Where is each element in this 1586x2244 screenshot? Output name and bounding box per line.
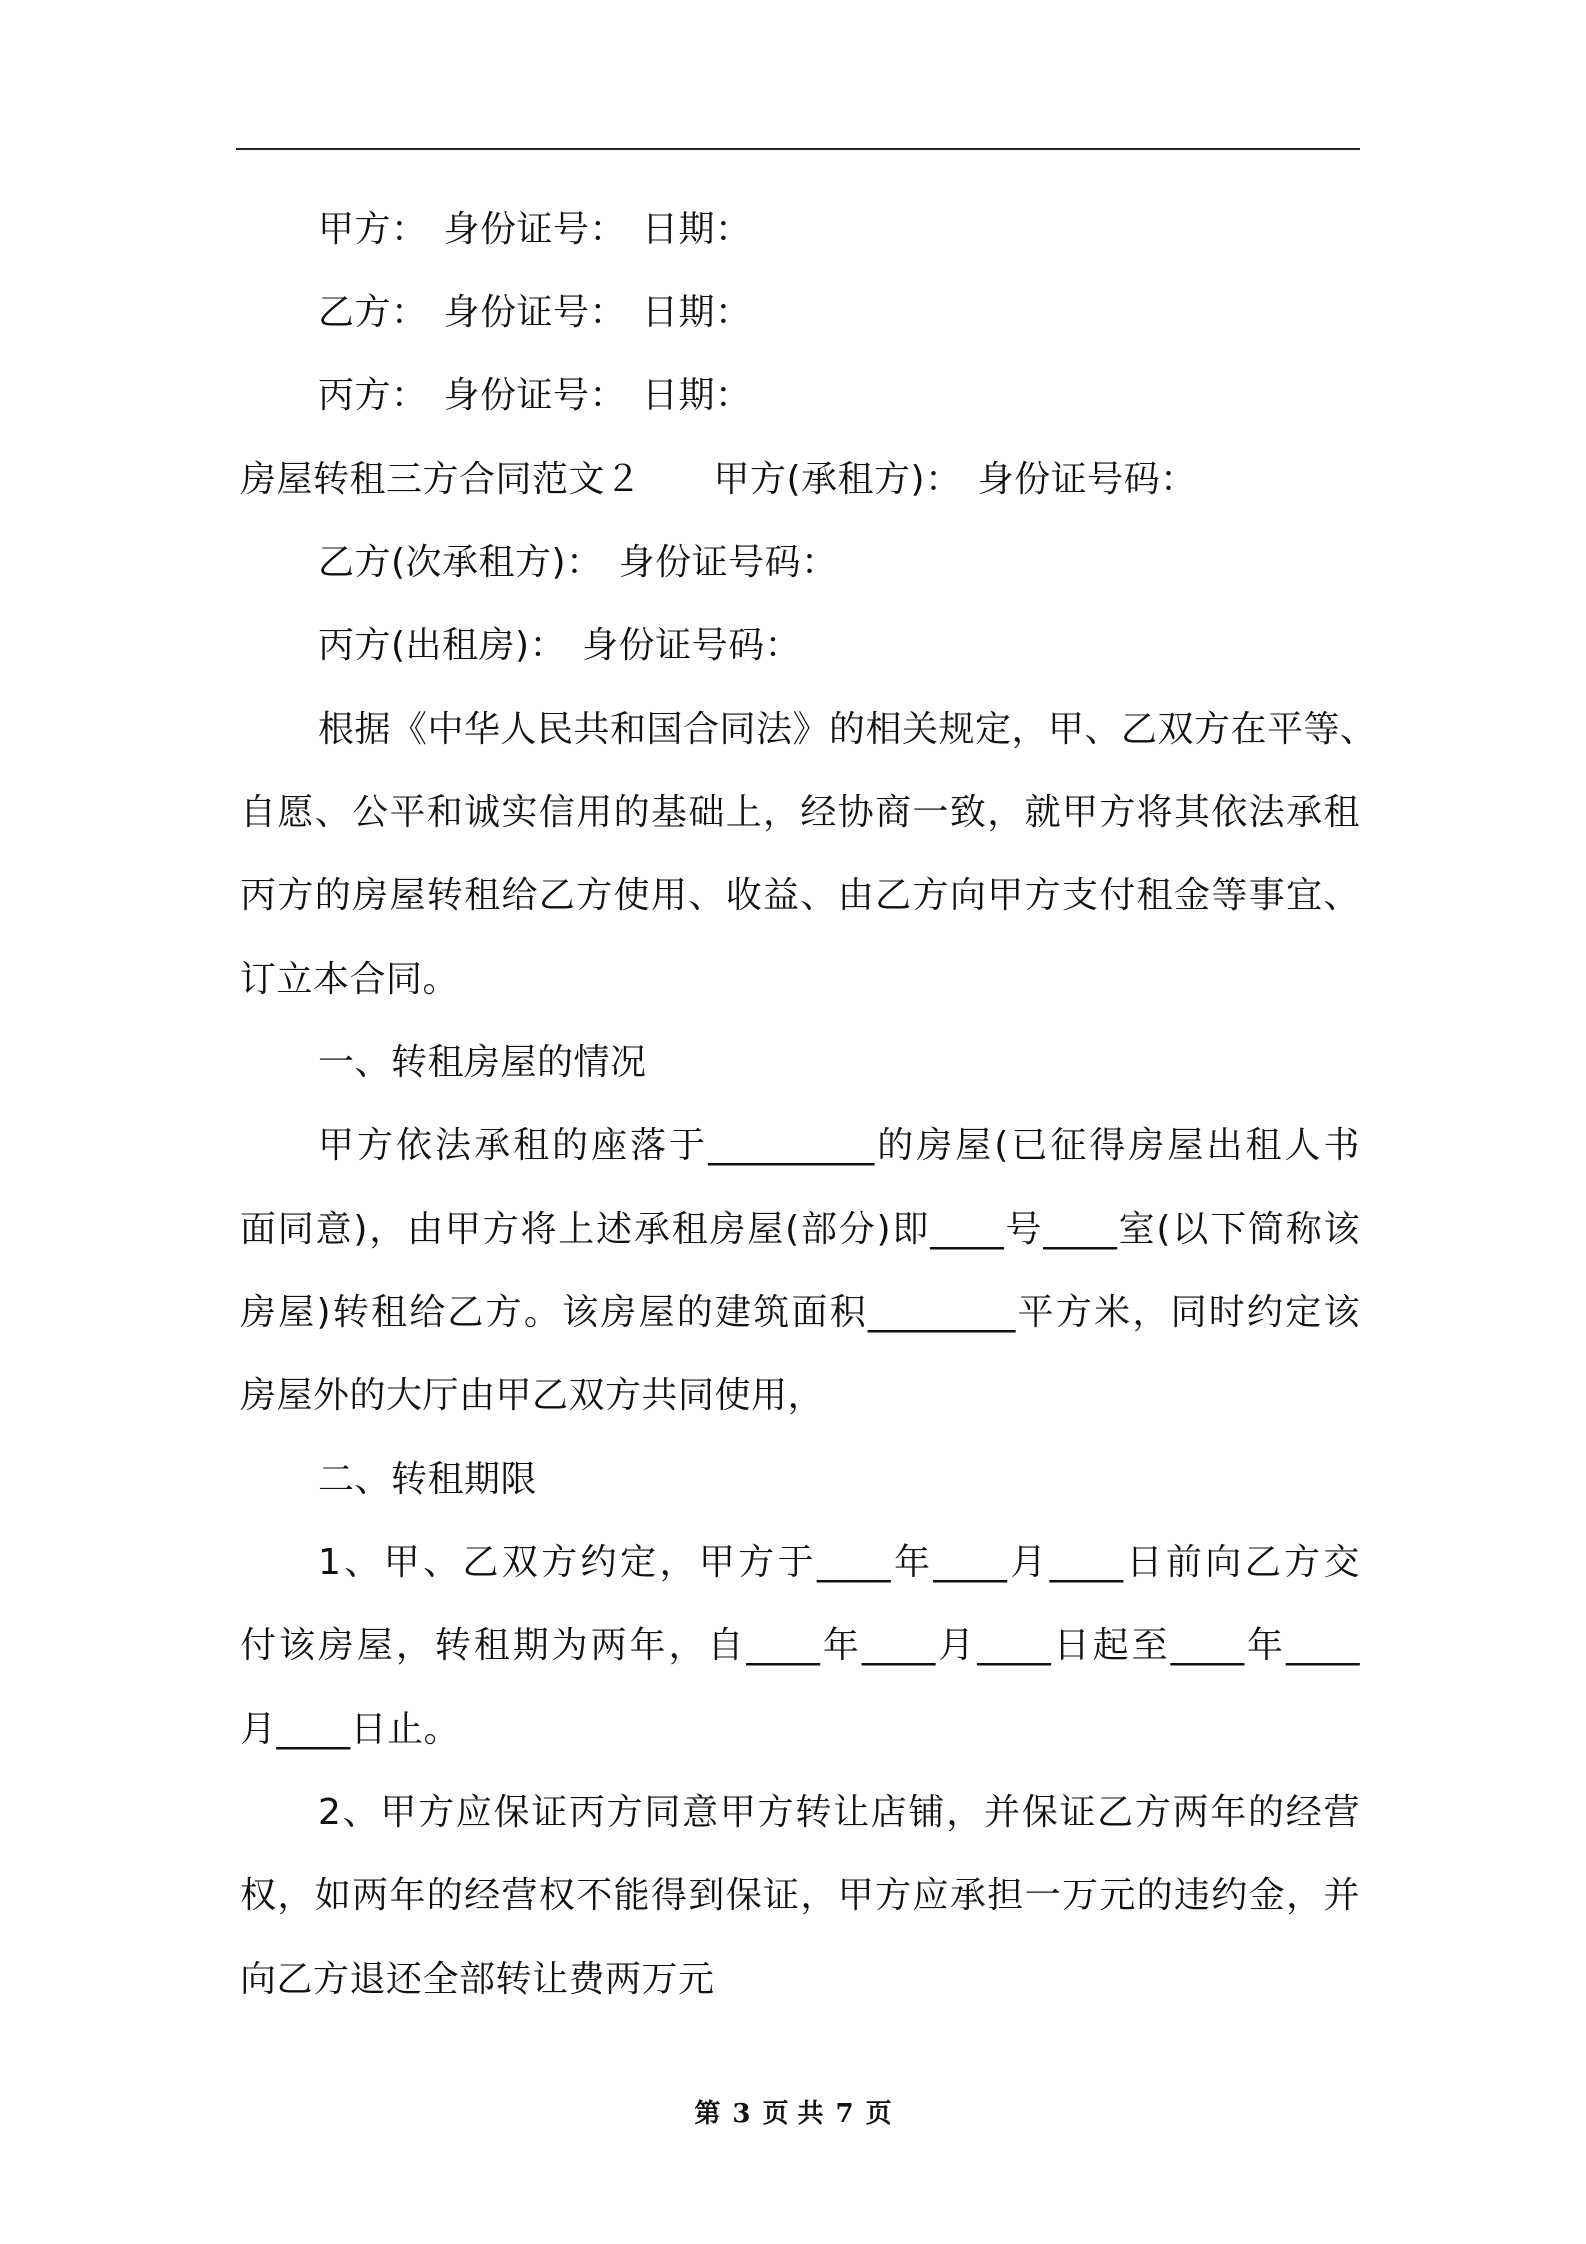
section-1-line-3: 房屋)转租给乙方。该房屋的建筑面积________平方米，同时约定该 — [240, 1292, 1360, 1333]
party-label: 乙方： — [318, 292, 428, 333]
section-1-line-2: 面同意)，由甲方将上述承租房屋(部分)即____号____室(以下简称该 — [240, 1209, 1360, 1250]
section-1-heading: 一、转租房屋的情况 — [318, 1042, 647, 1083]
id-label: 身份证号： — [443, 375, 627, 416]
intro-line-3: 丙方的房屋转租给乙方使用、收益、由乙方向甲方支付租金等事宜、 — [240, 875, 1360, 916]
section-1-line-4: 房屋外的大厅由甲乙双方共同使用， — [240, 1375, 825, 1416]
header-rule — [236, 148, 1360, 150]
current-page-number: 3 — [732, 2099, 751, 2129]
page-footer — [0, 2094, 1586, 2134]
lessor-line — [318, 621, 1360, 671]
lessor-id-label: 身份证号码： — [582, 625, 802, 666]
id-label: 身份证号： — [443, 209, 627, 250]
page-label-prefix: 第 — [694, 2099, 721, 2129]
intro-line-2: 自愿、公平和诚实信用的基础上，经协商一致，就甲方将其依法承租 — [240, 792, 1360, 833]
date-label: 日期： — [642, 292, 752, 333]
sublessee-line — [318, 538, 1360, 588]
clause-1-line-2: 付该房屋，转租期为两年，自____年____月____日起至____年____ — [240, 1625, 1360, 1666]
intro-line-1: 根据《中华人民共和国合同法》的相关规定，甲、乙双方在平等、 — [318, 709, 1377, 750]
clause-2-line-1: 2、甲方应保证丙方同意甲方转让店铺，并保证乙方两年的经营 — [318, 1792, 1360, 1833]
party-line-b — [318, 288, 1360, 338]
section-1-line-1: 甲方依法承租的座落于_________的房屋(已征得房屋出租人书 — [318, 1125, 1360, 1166]
party-label: 甲方： — [318, 209, 428, 250]
party-label: 丙方： — [318, 375, 428, 416]
sublessee-id-label: 身份证号码： — [618, 542, 838, 583]
clause-2-line-3: 向乙方退还全部转让费两万元 — [240, 1959, 715, 2000]
date-label: 日期： — [642, 209, 752, 250]
page-label-mid: 页 共 — [762, 2099, 824, 2129]
party-line-c — [318, 371, 1360, 421]
party-line-a — [318, 205, 1360, 255]
clause-1-line-3: 月____日止。 — [240, 1709, 461, 1750]
section-2-heading: 二、转租期限 — [318, 1459, 538, 1500]
id-label: 身份证号： — [443, 292, 627, 333]
document-title: 房屋转租三方合同范文２ — [240, 459, 642, 500]
lessee-label: 甲方(承租方)： — [713, 459, 962, 500]
total-page-count: 7 — [835, 2099, 854, 2129]
lessee-id-label: 身份证号码： — [977, 459, 1197, 500]
clause-1-line-1: 1、甲、乙双方约定，甲方于____年____月____日前向乙方交 — [318, 1542, 1360, 1583]
clause-2-line-2: 权，如两年的经营权不能得到保证，甲方应承担一万元的违约金，并 — [240, 1875, 1360, 1916]
page-label-suffix: 页 — [865, 2099, 892, 2129]
intro-line-4: 订立本合同。 — [240, 959, 460, 1000]
date-label: 日期： — [642, 375, 752, 416]
sublessee-label: 乙方(次承租方)： — [318, 542, 603, 583]
lessor-label: 丙方(出租房)： — [318, 625, 567, 666]
title-line — [240, 455, 1360, 505]
